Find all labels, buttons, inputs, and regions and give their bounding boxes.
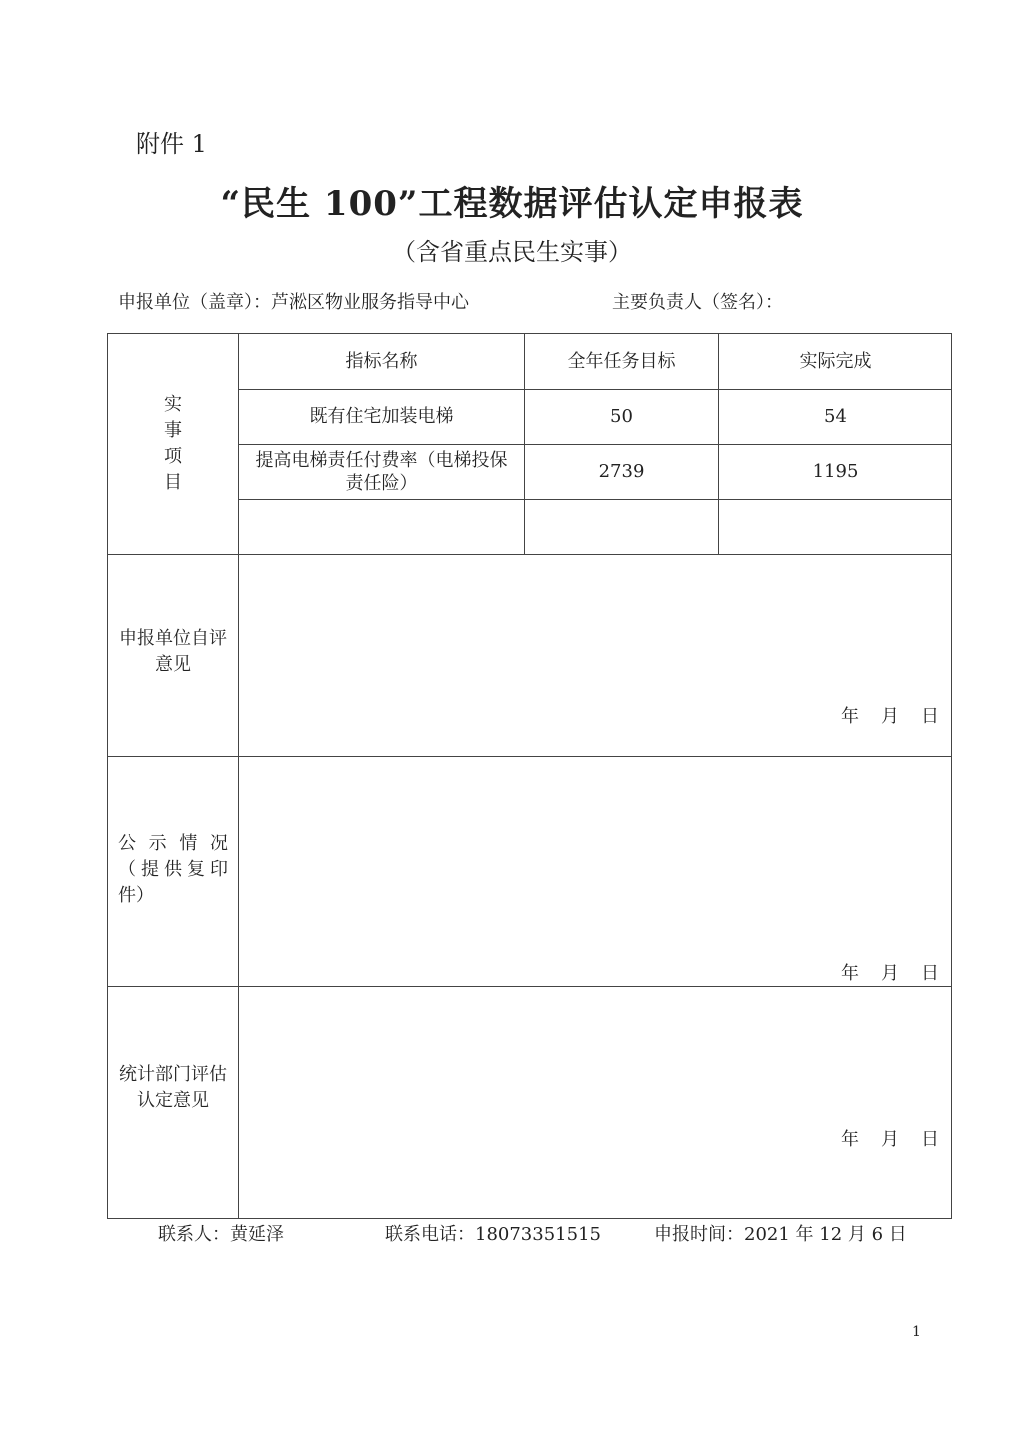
self-eval-date: 年 月 日 bbox=[841, 706, 939, 727]
contact-phone: 联系电话：18073351515 bbox=[385, 1224, 601, 1245]
reporting-unit: 申报单位（盖章）：芦淞区物业服务指导中心 bbox=[118, 292, 469, 313]
row-actual-value: 54 bbox=[824, 406, 847, 428]
page-number: 1 bbox=[912, 1324, 921, 1340]
leader-signature: 主要负责人（签名）： bbox=[612, 292, 783, 313]
report-form-table bbox=[107, 333, 952, 1219]
project-label: 实 事 项 目 bbox=[164, 394, 182, 493]
col-header-indicator: 指标名称 bbox=[345, 350, 418, 372]
form-subtitle: （含省重点民生实事） bbox=[392, 238, 632, 266]
stats-eval-date: 年 月 日 bbox=[841, 1129, 939, 1150]
row-target-value: 2739 bbox=[598, 461, 645, 483]
col-header-target: 全年任务目标 bbox=[567, 350, 676, 372]
row-indicator-name: 提高电梯责任付费率（电梯投保责任险） bbox=[255, 449, 508, 494]
row-target-value: 50 bbox=[610, 406, 633, 428]
stats-eval-label: 统计部门评估认定意见 bbox=[119, 1064, 227, 1111]
report-time: 申报时间：2021 年 12 月 6 日 bbox=[654, 1224, 907, 1245]
attachment-label: 附件 1 bbox=[136, 130, 207, 158]
row-actual-value: 1195 bbox=[812, 461, 859, 483]
row-indicator-name[interactable] bbox=[239, 500, 524, 554]
self-eval-label: 申报单位自评意见 bbox=[119, 628, 227, 675]
publicity-date: 年 月 日 bbox=[841, 963, 939, 984]
contact-person: 联系人：黄延泽 bbox=[158, 1224, 284, 1245]
publicity-label: 公 示 情 况（提供复印件） bbox=[118, 833, 228, 906]
row-indicator-name: 既有住宅加装电梯 bbox=[309, 406, 454, 428]
col-header-actual: 实际完成 bbox=[799, 350, 872, 372]
form-title: “民生 100”工程数据评估认定申报表 bbox=[220, 184, 804, 224]
row-actual-value[interactable] bbox=[719, 500, 952, 554]
row-target-value[interactable] bbox=[525, 500, 718, 554]
